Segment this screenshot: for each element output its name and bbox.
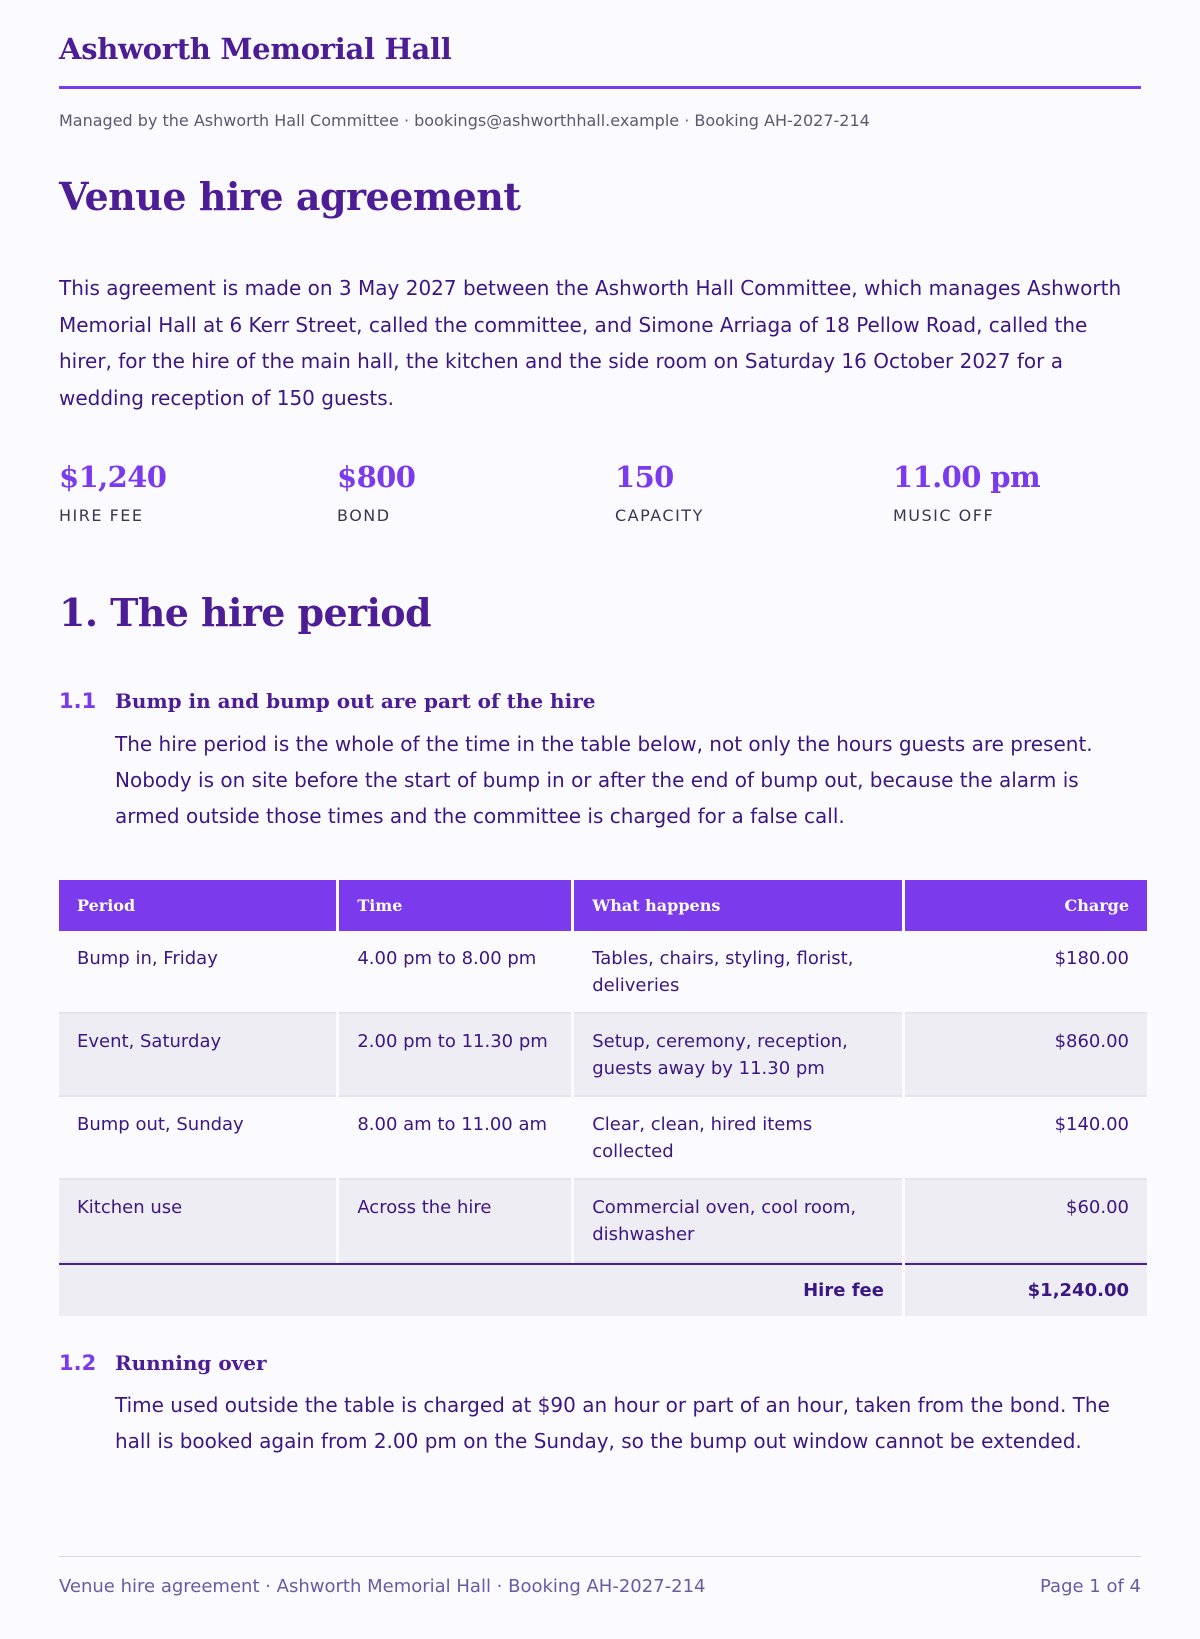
table-header-row: [59, 880, 1147, 931]
cell-what: Clear, clean, hired items collected: [574, 1097, 902, 1180]
stat-value: 11.00 pm: [893, 460, 1041, 494]
column-header: Time: [339, 880, 571, 931]
stat-label: MUSIC OFF: [893, 506, 995, 525]
venue-name: Ashworth Memorial Hall: [59, 32, 452, 66]
cell-period: Kitchen use: [59, 1180, 336, 1263]
stat-value: 150: [615, 460, 674, 494]
stat-music-off: [893, 460, 1163, 525]
stat-value: $1,240: [59, 460, 167, 494]
section-title: 1. The hire period: [59, 590, 432, 635]
document-title: Venue hire agreement: [59, 174, 521, 219]
clause-heading: Running over: [115, 1351, 267, 1375]
footer-document-info: Venue hire agreement · Ashworth Memorial Hall · Booking AH-2027-214: [59, 1576, 706, 1597]
hire-period-table: [56, 880, 1150, 1316]
key-figures: [59, 460, 1141, 540]
cell-time: 4.00 pm to 8.00 pm: [339, 931, 571, 1014]
clause-number: 1.2: [59, 1351, 97, 1375]
intro-paragraph: This agreement is made on 3 May 2027 between the Ashworth Hall Committee, which manages Ashworth Memorial Hall at 6 Kerr Street, called the committee, and Simone Arriaga of 18 Pellow Road, called the hirer, for the hire of the main hall, the kitchen and the side room on Saturday 16 October 2027 for a wedding reception of 150 guests.: [59, 276, 1122, 410]
cell-period: Event, Saturday: [59, 1014, 336, 1097]
column-header: Charge: [905, 880, 1147, 931]
cell-time: Across the hire: [339, 1180, 571, 1263]
cell-charge: $60.00: [905, 1180, 1147, 1263]
cell-what: Commercial oven, cool room, dishwasher: [574, 1180, 902, 1263]
total-value: $1,240.00: [905, 1263, 1147, 1316]
table-total-row: [59, 1263, 1147, 1316]
cell-charge: $140.00: [905, 1097, 1147, 1180]
table-row: [59, 1097, 1147, 1180]
footer-page-number: Page 1 of 4: [1040, 1576, 1141, 1597]
clause-body: Time used outside the table is charged at $90 an hour or part of an hour, taken from the bond. The hall is booked again from 2.00 pm on the Sunday, so the bump out window cannot be extended.: [115, 1393, 1110, 1453]
footer-divider: [59, 1556, 1141, 1557]
header-divider: [59, 86, 1141, 89]
cell-time: 2.00 pm to 11.30 pm: [339, 1014, 571, 1097]
total-label: Hire fee: [59, 1263, 902, 1316]
table-row: [59, 931, 1147, 1014]
stat-bond: [337, 460, 607, 525]
column-header: What happens: [574, 880, 902, 931]
stat-value: $800: [337, 460, 416, 494]
stat-label: HIRE FEE: [59, 506, 144, 525]
document-page: [59, 0, 1141, 1639]
clause-number: 1.1: [59, 689, 97, 713]
stat-hire-fee: [59, 460, 329, 525]
cell-time: 8.00 am to 11.00 am: [339, 1097, 571, 1180]
cell-period: Bump out, Sunday: [59, 1097, 336, 1180]
stat-label: CAPACITY: [615, 506, 704, 525]
stat-capacity: [615, 460, 885, 525]
clause-heading: Bump in and bump out are part of the hire: [115, 689, 596, 713]
clause-body: The hire period is the whole of the time in the table below, not only the hours guests are present. Nobody is on site before the start of bump in or after the end of bump out, because the alarm is armed outside those times and the committee is charged for a false call.: [115, 732, 1093, 828]
cell-period: Bump in, Friday: [59, 931, 336, 1014]
cell-charge: $180.00: [905, 931, 1147, 1014]
cell-what: Tables, chairs, styling, florist, deliveries: [574, 931, 902, 1014]
cell-charge: $860.00: [905, 1014, 1147, 1097]
table-row: [59, 1180, 1147, 1263]
column-header: Period: [59, 880, 336, 931]
table-row: [59, 1014, 1147, 1097]
stat-label: BOND: [337, 506, 391, 525]
cell-what: Setup, ceremony, reception, guests away by 11.30 pm: [574, 1014, 902, 1097]
header-meta: Managed by the Ashworth Hall Committee · bookings@ashworthhall.example · Booking AH-2027-214: [59, 111, 870, 130]
